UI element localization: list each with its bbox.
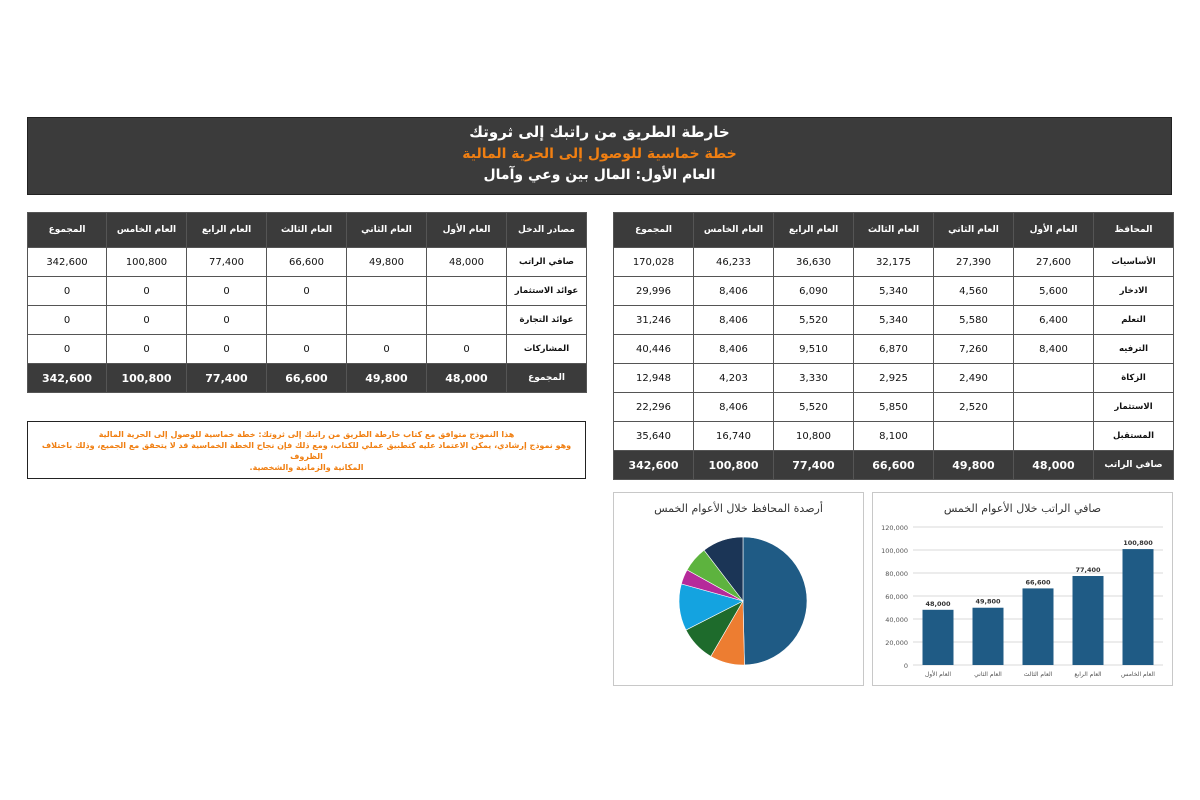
table-cell: 5,580 (934, 306, 1014, 335)
salary-bar-chart (873, 519, 1172, 684)
total-cell: 48,000 (427, 364, 507, 393)
table-cell (427, 277, 507, 306)
report-header (27, 117, 1172, 195)
bar (973, 608, 1004, 665)
table-cell: 2,520 (934, 393, 1014, 422)
total-cell: 100,800 (694, 451, 774, 480)
table-cell: 5,850 (854, 393, 934, 422)
table-cell: 0 (28, 277, 107, 306)
column-header: مصادر الدخل (507, 213, 587, 248)
column-header: العام الثاني (347, 213, 427, 248)
table-row (614, 248, 1174, 277)
x-tick-label: العام الخامس (1121, 671, 1155, 678)
row-label: صافي الراتب (507, 248, 587, 277)
bar-chart-title: صافي الراتب خلال الأعوام الخمس (943, 502, 1102, 515)
y-tick-label: 120,000 (881, 524, 908, 532)
year-title: العام الأول: المال بين وعي وآمال (483, 167, 716, 183)
table-cell: 8,400 (1014, 335, 1094, 364)
total-cell: 77,400 (774, 451, 854, 480)
income-sources-table (27, 212, 587, 393)
row-label: الأساسيات (1094, 248, 1174, 277)
table-cell: 5,340 (854, 277, 934, 306)
note-line: هذا النموذج متوافق مع كتاب خارطة الطريق من راتبك إلى ثروتك: خطة خماسية للوصول إلى الحرية المالية (98, 430, 515, 439)
total-cell: 49,800 (934, 451, 1014, 480)
table-cell: 27,600 (1014, 248, 1094, 277)
table-cell: 0 (187, 277, 267, 306)
total-row (614, 451, 1174, 480)
wallets-table (613, 212, 1174, 480)
x-tick-label: العام الثاني (974, 671, 1002, 678)
table-cell: 48,000 (427, 248, 507, 277)
row-label: المجموع (507, 364, 587, 393)
table-cell (267, 306, 347, 335)
table-row (28, 306, 587, 335)
total-row (28, 364, 587, 393)
table-cell: 40,446 (614, 335, 694, 364)
wallets-pie-panel (613, 492, 864, 686)
table-cell: 16,740 (694, 422, 774, 451)
report-subtitle: خطة خماسية للوصول إلى الحرية المالية (462, 146, 737, 162)
row-label: المشاركات (507, 335, 587, 364)
x-tick-label: العام الأول (924, 671, 952, 678)
column-header: العام الخامس (107, 213, 187, 248)
column-header: العام الرابع (774, 213, 854, 248)
table-row (28, 248, 587, 277)
table-cell: 0 (187, 306, 267, 335)
table-cell: 31,246 (614, 306, 694, 335)
bar (1123, 549, 1154, 665)
y-tick-label: 100,000 (881, 547, 908, 555)
y-tick-label: 40,000 (885, 616, 908, 624)
table-cell (427, 306, 507, 335)
x-tick-label: العام الرابع (1074, 671, 1102, 678)
table-cell: 4,203 (694, 364, 774, 393)
table-cell: 8,406 (694, 393, 774, 422)
table-cell (1014, 393, 1094, 422)
row-label: الادخار (1094, 277, 1174, 306)
table-cell: 4,560 (934, 277, 1014, 306)
disclaimer-note (27, 421, 586, 479)
table-cell: 0 (267, 277, 347, 306)
table-cell: 7,260 (934, 335, 1014, 364)
table-cell: 6,090 (774, 277, 854, 306)
row-label: الاستثمار (1094, 393, 1174, 422)
row-label: صافي الراتب (1094, 451, 1174, 480)
row-label: عوائد الاستثمار (507, 277, 587, 306)
table-cell: 5,600 (1014, 277, 1094, 306)
bar (1023, 588, 1054, 665)
table-cell (347, 277, 427, 306)
table-cell: 36,630 (774, 248, 854, 277)
table-row (614, 364, 1174, 393)
table-cell: 0 (347, 335, 427, 364)
column-header: المجموع (28, 213, 107, 248)
table-cell: 32,175 (854, 248, 934, 277)
row-label: التعلم (1094, 306, 1174, 335)
table-cell: 22,296 (614, 393, 694, 422)
table-cell (1014, 422, 1094, 451)
note-line: وهو نموذج إرشادي، يمكن الاعتماد عليه كتطبيق عملي للكتاب، ومع ذلك فإن نجاح الخطة الخماسية قد لا يتحقق مع الجميع، وذلك باختلاف الظروف (41, 441, 572, 461)
table-cell: 8,406 (694, 306, 774, 335)
column-header: العام الخامس (694, 213, 774, 248)
table-cell: 0 (107, 335, 187, 364)
data-label: 48,000 (925, 599, 951, 608)
wallets-header-row (614, 213, 1174, 248)
row-label: المستقبل (1094, 422, 1174, 451)
table-cell: 6,870 (854, 335, 934, 364)
x-tick-label: العام الثالث (1023, 671, 1053, 678)
column-header: المحافظ (1094, 213, 1174, 248)
table-cell: 8,100 (854, 422, 934, 451)
table-cell: 10,800 (774, 422, 854, 451)
table-row (614, 335, 1174, 364)
table-row (28, 335, 587, 364)
table-cell (347, 306, 427, 335)
table-cell: 0 (28, 306, 107, 335)
row-label: الزكاة (1094, 364, 1174, 393)
table-cell: 342,600 (28, 248, 107, 277)
total-cell: 66,600 (854, 451, 934, 480)
column-header: المجموع (614, 213, 694, 248)
income-header-row (28, 213, 587, 248)
total-cell: 77,400 (187, 364, 267, 393)
row-label: عوائد التجارة (507, 306, 587, 335)
data-label: 49,800 (975, 597, 1001, 606)
table-cell: 77,400 (187, 248, 267, 277)
total-cell: 66,600 (267, 364, 347, 393)
table-cell: 0 (427, 335, 507, 364)
salary-bar-panel (872, 492, 1173, 686)
bar (923, 610, 954, 665)
table-cell: 0 (107, 306, 187, 335)
total-cell: 100,800 (107, 364, 187, 393)
table-row (614, 422, 1174, 451)
table-cell: 5,520 (774, 306, 854, 335)
data-label: 77,400 (1075, 565, 1101, 574)
data-label: 100,800 (1123, 539, 1153, 548)
row-label: الترفيه (1094, 335, 1174, 364)
table-cell: 5,340 (854, 306, 934, 335)
table-cell: 29,996 (614, 277, 694, 306)
table-cell: 5,520 (774, 393, 854, 422)
table-cell (934, 422, 1014, 451)
table-cell: 6,400 (1014, 306, 1094, 335)
table-cell: 27,390 (934, 248, 1014, 277)
table-cell (1014, 364, 1094, 393)
table-cell: 12,948 (614, 364, 694, 393)
table-cell: 9,510 (774, 335, 854, 364)
table-row (28, 277, 587, 306)
total-cell: 49,800 (347, 364, 427, 393)
note-line: المكانية والزمانية والشخصية. (249, 463, 364, 472)
table-cell: 0 (107, 277, 187, 306)
table-cell: 8,406 (694, 277, 774, 306)
table-cell: 0 (28, 335, 107, 364)
table-cell: 35,640 (614, 422, 694, 451)
table-cell: 0 (267, 335, 347, 364)
column-header: العام الأول (427, 213, 507, 248)
y-tick-label: 0 (903, 662, 908, 670)
table-cell: 0 (187, 335, 267, 364)
column-header: العام الثاني (934, 213, 1014, 248)
report-title: خارطة الطريق من راتبك إلى ثروتك (469, 123, 730, 141)
table-row (614, 277, 1174, 306)
column-header: العام الثالث (854, 213, 934, 248)
data-label: 66,600 (1025, 578, 1051, 587)
table-cell: 2,490 (934, 364, 1014, 393)
total-cell: 48,000 (1014, 451, 1094, 480)
table-cell: 100,800 (107, 248, 187, 277)
total-cell: 342,600 (614, 451, 694, 480)
table-row (614, 393, 1174, 422)
column-header: العام الأول (1014, 213, 1094, 248)
table-row (614, 306, 1174, 335)
table-cell: 2,925 (854, 364, 934, 393)
table-cell: 66,600 (267, 248, 347, 277)
table-cell: 49,800 (347, 248, 427, 277)
table-cell: 8,406 (694, 335, 774, 364)
bar (1073, 576, 1104, 665)
wallets-pie-chart (614, 519, 863, 684)
y-tick-label: 20,000 (885, 639, 908, 647)
pie-slice (743, 537, 807, 665)
table-cell: 3,330 (774, 364, 854, 393)
table-cell: 46,233 (694, 248, 774, 277)
y-tick-label: 80,000 (885, 570, 908, 578)
column-header: العام الرابع (187, 213, 267, 248)
y-tick-label: 60,000 (885, 593, 908, 601)
total-cell: 342,600 (28, 364, 107, 393)
table-cell: 170,028 (614, 248, 694, 277)
pie-chart-title: أرصدة المحافظ خلال الأعوام الخمس (654, 502, 823, 515)
column-header: العام الثالث (267, 213, 347, 248)
